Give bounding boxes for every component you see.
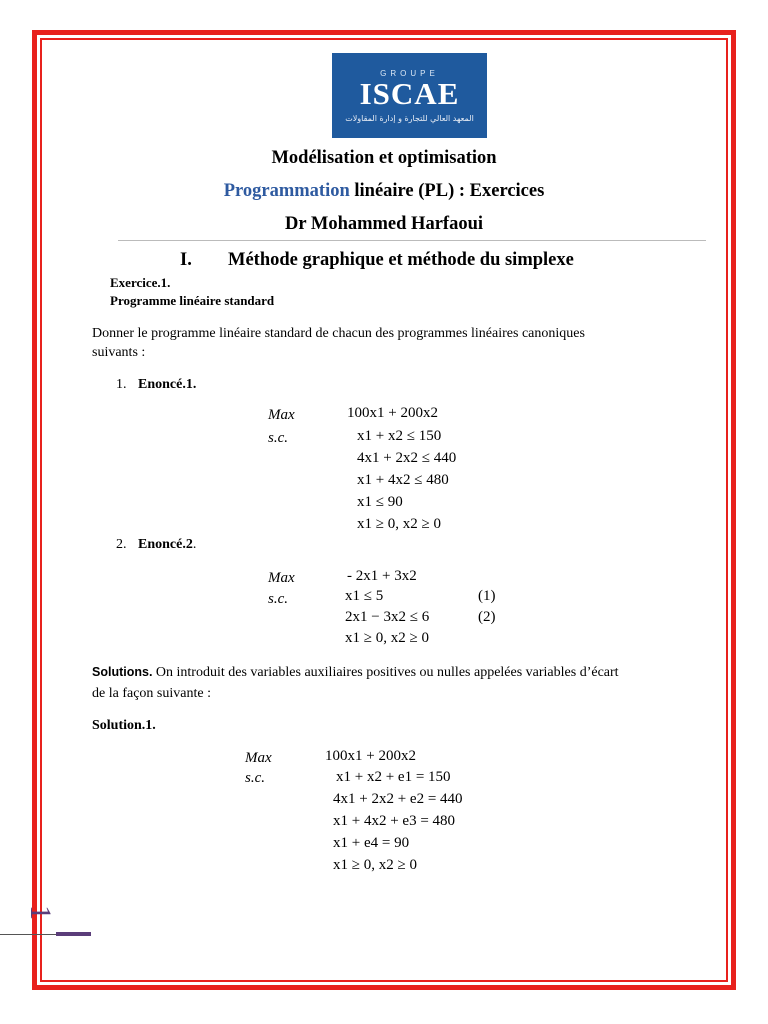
header-rule <box>118 240 706 241</box>
exercise-label: Exercice.1. <box>110 275 171 290</box>
enonce2-constraint-2: 2x1 − 3x2 ≤ 6 <box>345 609 430 625</box>
enonce2-label-text: Enoncé.2 <box>138 537 193 552</box>
section-number: I. <box>180 250 192 270</box>
enonce1-constraint-1: x1 + x2 ≤ 150 <box>357 428 442 444</box>
page-number-line <box>0 934 56 935</box>
enonce2-label <box>138 537 196 553</box>
enonce2-tag-2: (2) <box>478 609 496 625</box>
enonce1-number: 1. <box>116 377 127 392</box>
enonce2-number: 2. <box>116 537 127 552</box>
enonce1-sc: s.c. <box>268 430 288 446</box>
solutions-line-1 <box>92 665 619 681</box>
logo-subtitle: المعهد العالي للتجارة و إدارة المقاولات <box>345 113 474 123</box>
enonce1-constraint-5: x1 ≥ 0, x2 ≥ 0 <box>357 516 441 532</box>
solution1-constraint-2: 4x1 + 2x2 + e2 = 440 <box>333 791 463 807</box>
solutions-line-2: de la façon suivante : <box>92 686 211 701</box>
page-number: 1 <box>24 905 57 920</box>
enonce2-sc: s.c. <box>268 591 288 607</box>
logo-name: ISCAE <box>359 75 460 111</box>
section-title: Méthode graphique et méthode du simplexe <box>228 250 574 270</box>
document-title: Modélisation et optimisation <box>271 148 497 168</box>
enonce2-tag-1: (1) <box>478 588 496 604</box>
enonce1-label: Enoncé.1. <box>138 377 197 392</box>
enonce1-max: Max <box>268 407 295 423</box>
subtitle-rest: linéaire (PL) : Exercices <box>349 181 545 201</box>
solution1-max: Max <box>245 750 272 766</box>
solution1-constraint-1: x1 + x2 + e1 = 150 <box>336 769 451 785</box>
enonce2-constraint-1: x1 ≤ 5 <box>345 588 384 604</box>
enonce2-objective: - 2x1 + 3x2 <box>347 568 417 584</box>
solutions-text: On introduit des variables auxiliaires positives ou nulles appelées variables d’écart <box>152 665 619 680</box>
solution1-constraint-3: x1 + 4x2 + e3 = 480 <box>333 813 456 829</box>
solution1-label: Solution.1. <box>92 718 156 733</box>
enonce1-objective: 100x1 + 200x2 <box>347 405 438 421</box>
page-number-bar <box>56 932 91 936</box>
enonce2-constraint-3: x1 ≥ 0, x2 ≥ 0 <box>345 630 429 646</box>
enonce1-constraint-2: 4x1 + 2x2 ≤ 440 <box>357 450 457 466</box>
subtitle-blue: Programmation <box>223 181 350 201</box>
exercise-subtitle: Programme linéaire standard <box>110 293 275 308</box>
solution1-constraint-4: x1 + e4 = 90 <box>333 835 410 851</box>
intro-line-2: suivants : <box>92 345 146 360</box>
solution1-constraint-5: x1 ≥ 0, x2 ≥ 0 <box>333 857 417 873</box>
enonce2-label-dot: . <box>192 537 197 552</box>
document-author: Dr Mohammed Harfaoui <box>285 214 483 234</box>
solution1-sc: s.c. <box>245 770 265 786</box>
enonce2-max: Max <box>268 570 295 586</box>
iscae-logo <box>332 53 487 138</box>
solution1-objective: 100x1 + 200x2 <box>325 748 416 764</box>
document-subtitle <box>0 181 768 202</box>
enonce1-constraint-4: x1 ≤ 90 <box>357 494 403 510</box>
enonce1-constraint-3: x1 + 4x2 ≤ 480 <box>357 472 449 488</box>
intro-line-1: Donner le programme linéaire standard de chacun des programmes linéaires canoniques <box>92 326 585 341</box>
solutions-label: Solutions. <box>92 665 153 679</box>
logo-groupe: GROUPE <box>380 68 439 78</box>
